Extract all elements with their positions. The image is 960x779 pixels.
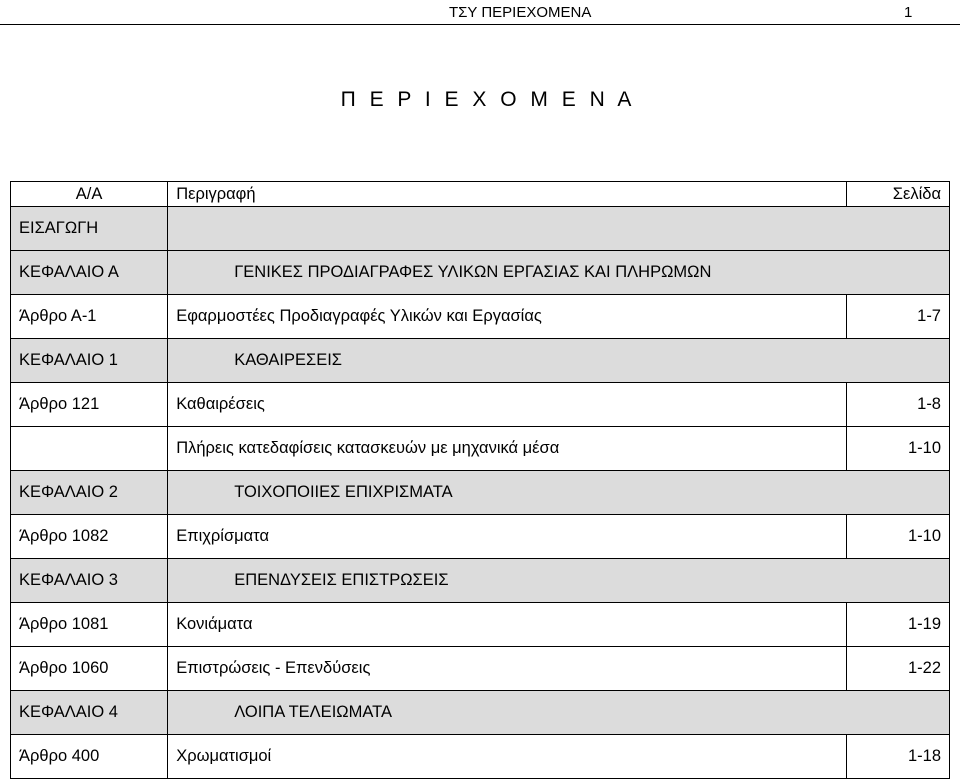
section-title: ΚΑΘΑΙΡΕΣΕΙΣ [168,339,950,383]
article-description: Πλήρεις κατεδαφίσεις κατασκευών με μηχανικά μέσα [168,427,846,471]
table-row [11,735,950,779]
table-header-row [11,182,950,207]
running-header [0,0,960,25]
article-number: Άρθρο 1082 [11,515,168,559]
table-row [11,295,950,339]
section-row [11,691,950,735]
section-label: ΚΕΦΑΛΑΙΟ 2 [11,471,168,515]
column-header-aa: Α/Α [11,182,168,207]
table-row [11,603,950,647]
section-title: ΤΟΙΧΟΠΟΙΙΕΣ ΕΠΙΧΡΙΣΜΑΤΑ [168,471,950,515]
section-title: ΓΕΝΙΚΕΣ ΠΡΟΔΙΑΓΡΑΦΕΣ ΥΛΙΚΩΝ ΕΡΓΑΣΙΑΣ ΚΑΙ ΠΛΗΡΩΜΩΝ [168,251,950,295]
table-row [11,383,950,427]
article-page: 1-8 [846,383,949,427]
section-label: ΚΕΦΑΛΑΙΟ 3 [11,559,168,603]
article-description: Εφαρμοστέες Προδιαγραφές Υλικών και Εργασίας [168,295,846,339]
table-row [11,647,950,691]
article-description: Επιστρώσεις - Επενδύσεις [168,647,846,691]
article-number: Άρθρο 1060 [11,647,168,691]
article-page: 1-10 [846,515,949,559]
article-number: Άρθρο 1081 [11,603,168,647]
article-page: 1-10 [846,427,949,471]
article-page: 1-19 [846,603,949,647]
contents-table [10,181,950,779]
article-page: 1-22 [846,647,949,691]
section-row [11,251,950,295]
section-title: ΛΟΙΠΑ ΤΕΛΕΙΩΜΑΤΑ [168,691,950,735]
table-row [11,427,950,471]
section-label: ΚΕΦΑΛΑΙΟ Α [11,251,168,295]
section-row [11,339,950,383]
column-header-description: Περιγραφή [168,182,846,207]
article-description: Καθαιρέσεις [168,383,846,427]
section-label: ΚΕΦΑΛΑΙΟ 4 [11,691,168,735]
section-row [11,471,950,515]
article-number: Άρθρο 121 [11,383,168,427]
section-label: ΚΕΦΑΛΑΙΟ 1 [11,339,168,383]
document-title: Π Ε Ρ Ι Ε Χ Ο Μ Ε Ν Α [340,88,636,111]
table-row [11,515,950,559]
section-title: ΕΠΕΝΔΥΣΕΙΣ ΕΠΙΣΤΡΩΣΕΙΣ [168,559,950,603]
article-page: 1-7 [846,295,949,339]
section-row [11,559,950,603]
article-description: Επιχρίσματα [168,515,846,559]
article-number [11,427,168,471]
column-header-page: Σελίδα [846,182,949,207]
article-number: Άρθρο Α-1 [11,295,168,339]
article-description: Κονιάματα [168,603,846,647]
article-page: 1-18 [846,735,949,779]
article-number: Άρθρο 400 [11,735,168,779]
article-description: Χρωματισμοί [168,735,846,779]
header-title: ΤΣΥ ΠΕΡΙΕΧΟΜΕΝΑ [449,4,592,21]
section-title [168,207,950,251]
section-label: ΕΙΣΑΓΩΓΗ [11,207,168,251]
section-row [11,207,950,251]
header-page-number: 1 [904,4,913,21]
